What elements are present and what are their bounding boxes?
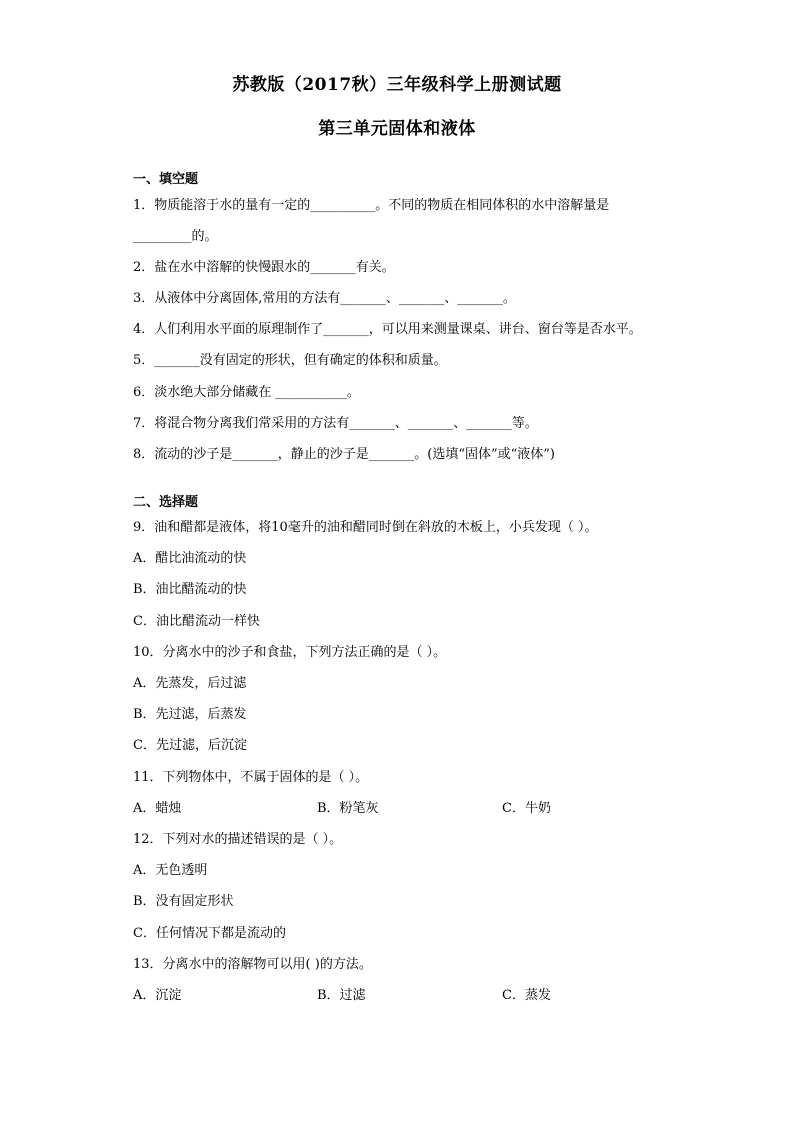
question-13-option-b: B．过滤	[317, 988, 366, 1003]
question-11-option-c: C．牛奶	[502, 801, 551, 816]
question-13-stem: 13．分离水中的溶解物可以用( )的方法。	[133, 957, 372, 972]
question-10-option-a: A．先蒸发，后过滤	[133, 676, 247, 691]
question-7: 7．将混合物分离我们常采用的方法有_______、_______、_______等。	[133, 416, 538, 431]
question-9-option-b: B．油比醋流动的快	[133, 582, 247, 597]
question-12-option-c: C．任何情况下都是流动的	[133, 926, 286, 941]
question-11-stem: 11．下列物体中，不属于固体的是（ ）。	[133, 770, 369, 785]
question-10-stem: 10．分离水中的沙子和食盐，下列方法正确的是（ ）。	[133, 645, 447, 660]
question-6: 6．淡水绝大部分储藏在 ___________。	[133, 385, 360, 400]
section-heading-choice: 二、选择题	[133, 495, 199, 510]
question-9-option-a: A．醋比油流动的快	[133, 551, 247, 566]
question-10-option-b: B．先过滤，后蒸发	[133, 707, 247, 722]
question-13-option-a: A．沉淀	[133, 988, 182, 1003]
section-heading-fill-in: 一、填空题	[133, 172, 199, 187]
question-12-option-a: A．无色透明	[133, 863, 208, 878]
question-9-option-c: C．油比醋流动一样快	[133, 614, 260, 629]
question-2: 2．盐在水中溶解的快慢跟水的_______有关。	[133, 260, 395, 275]
question-5: 5．_______没有固定的形状，但有确定的体积和质量。	[133, 353, 447, 368]
question-12-stem: 12．下列对水的描述错误的是（ ）。	[133, 832, 343, 847]
question-12-option-b: B．没有固定形状	[133, 894, 234, 909]
question-9-stem: 9．油和醋都是液体，将10毫升的油和醋同时倒在斜放的木板上，小兵发现（ ）。	[133, 520, 598, 535]
question-10-option-c: C．先过滤，后沉淀	[133, 738, 247, 753]
question-11-option-a: A．蜡烛	[133, 801, 182, 816]
page-title: 苏教版（2017秋）三年级科学上册测试题	[232, 75, 562, 95]
question-11-option-b: B．粉笔灰	[317, 801, 379, 816]
question-1-line-1: 1．物质能溶于水的量有一定的__________。不同的物质在相同体积的水中溶解量是	[133, 198, 610, 213]
question-1-line-2: _________的。	[133, 229, 218, 244]
question-3: 3．从液体中分离固体,常用的方法有_______、_______、_______。	[133, 291, 516, 306]
question-4: 4．人们利用水平面的原理制作了_______，可以用来测量课桌、讲台、窗台等是否水平。	[133, 322, 642, 337]
question-8: 8．流动的沙子是_______，静止的沙子是_______。(选填“固体”或“液体”)	[133, 447, 555, 462]
page-subtitle: 第三单元固体和液体	[318, 119, 476, 139]
question-13-option-c: C．蒸发	[502, 988, 551, 1003]
